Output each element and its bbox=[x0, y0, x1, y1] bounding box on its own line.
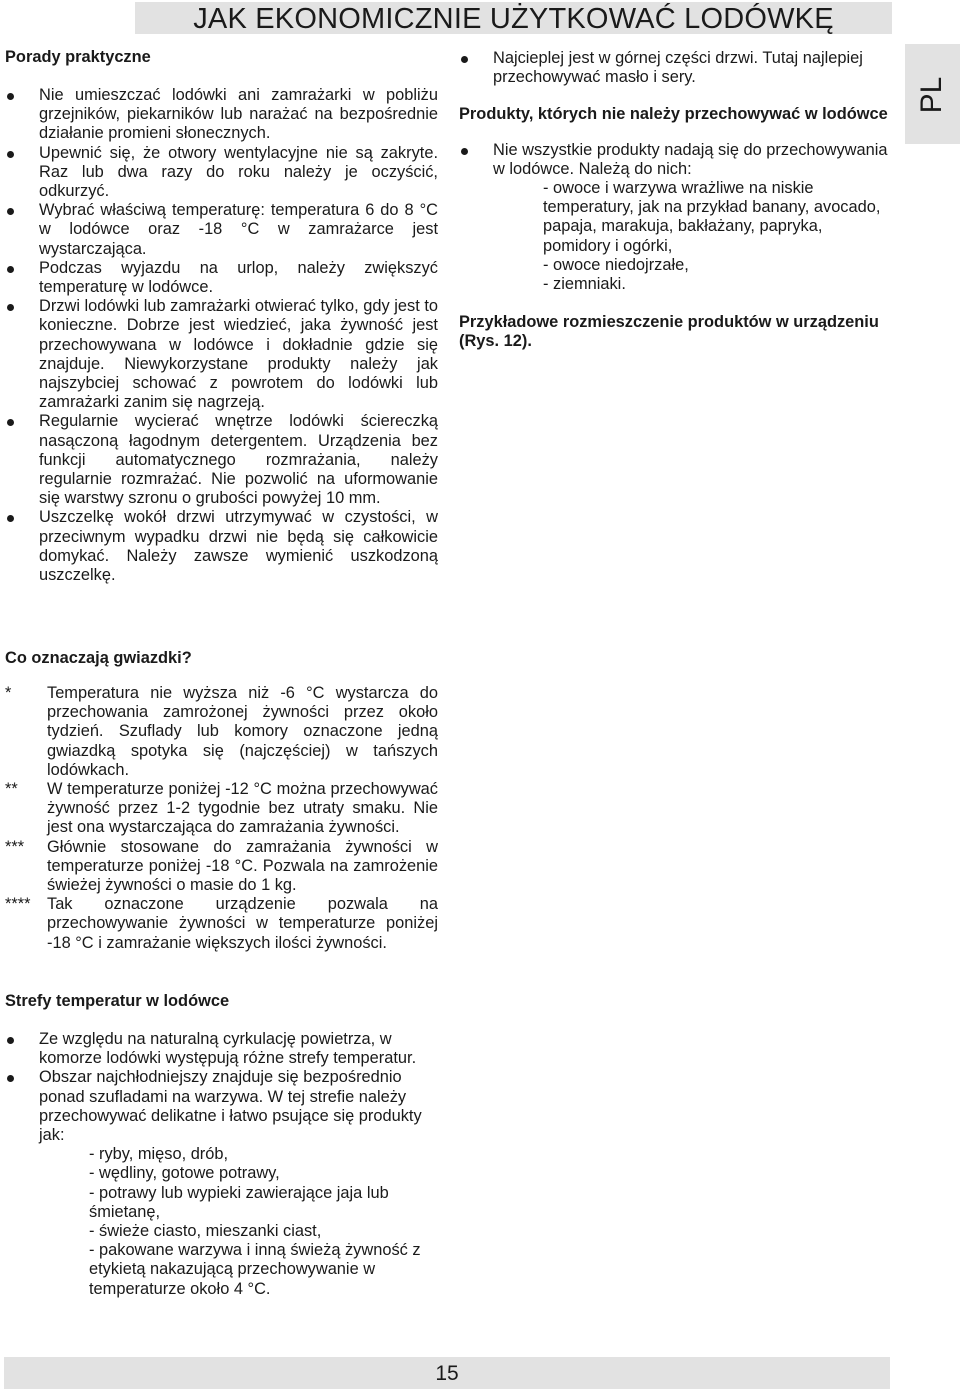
right-top-list bbox=[459, 49, 891, 87]
bullet-icon bbox=[7, 515, 14, 522]
sub-list-item: - wędliny, gotowe potrawy, bbox=[89, 1164, 280, 1183]
sub-list-item: - ryby, mięso, drób, bbox=[89, 1145, 229, 1164]
star-rating-text: Temperatura nie wyższa niż -6 °C wystarcza do przechowania zamrożonej żywności przez około tydzień. Szuflady lub komory oznaczone jedną gwiazdką spotyka się (najczęściej) w tańszych lodówkach. bbox=[47, 684, 438, 779]
bullet-icon bbox=[7, 419, 14, 426]
section-heading-not-stored: Produkty, których nie należy przechowywać w lodówce bbox=[459, 105, 888, 124]
star-marker: *** bbox=[5, 837, 25, 856]
star-rating-item bbox=[5, 895, 438, 953]
sub-list-item: - świeże ciasto, mieszanki ciast, bbox=[89, 1222, 322, 1241]
zones-list-container bbox=[5, 1030, 438, 1299]
sub-list-item: - owoce i warzywa wrażliwe na niskie temperatury, jak na przykład banany, avocado, papaja, marakuja, bakłażany, papryka, pomidory i ogórki, bbox=[543, 179, 881, 255]
list-item bbox=[5, 508, 438, 585]
stars-list-container bbox=[5, 684, 438, 953]
bullet-icon bbox=[7, 1037, 14, 1044]
star-rating-text: Głównie stosowane do zamrażania żywności w temperaturze poniżej -18 °C. Pozwala na zamrożenie świeżej żywności o masie do 1 kg. bbox=[47, 837, 438, 895]
star-rating-item bbox=[5, 838, 438, 896]
section-heading-tips: Porady praktyczne bbox=[5, 48, 151, 66]
list-item bbox=[5, 1068, 438, 1145]
list-item bbox=[5, 259, 438, 297]
tips-list-container bbox=[5, 86, 438, 585]
list-item-text: Upewnić się, że otwory wentylacyjne nie są zakryte. Raz lub dwa razy do roku należy je oczyścić, odkurzyć. bbox=[39, 143, 438, 201]
zones-list bbox=[5, 1030, 438, 1145]
list-item-text: Drzwi lodówki lub zamrażarki otwierać tylko, gdy jest to konieczne. Dobrze jest wiedzieć, jaka żywność jest przechowywana w lodówce i dokładnie gdzie się znajduje. Niewykorzystane produkty należy jak najszybciej schować z powrotem do lodówki lub zamrażarki zanim się nagrzeją. bbox=[39, 297, 438, 412]
right-column bbox=[459, 49, 891, 352]
bullet-icon bbox=[7, 1075, 14, 1082]
bullet-icon bbox=[7, 266, 14, 273]
star-marker: ** bbox=[5, 780, 18, 799]
bullet-icon bbox=[7, 93, 14, 100]
list-item bbox=[5, 1030, 438, 1068]
list-item bbox=[5, 297, 438, 412]
bullet-icon bbox=[461, 148, 468, 155]
star-rating-text: W temperaturze poniżej -12 °C można przechowywać żywność przez 1-2 tygodnie bez utraty smaku. Nie jest ona wystarczająca do zamrażania żywności. bbox=[47, 780, 438, 837]
list-item-text: Nie wszystkie produkty nadają się do przechowywania w lodówce. Należą do nich: bbox=[493, 140, 888, 178]
bullet-icon bbox=[7, 208, 14, 215]
tips-list bbox=[5, 86, 438, 585]
star-marker: * bbox=[5, 684, 12, 702]
list-item-text: Nie umieszczać lodówki ani zamrażarki w pobliżu grzejników, piekarników lub narażać na bezpośrednie działanie promieni słonecznych. bbox=[39, 86, 438, 143]
star-marker: **** bbox=[5, 895, 31, 914]
sub-list-item: - owoce niedojrzałe, bbox=[543, 255, 689, 274]
section-heading-example: Przykładowe rozmieszczenie produktów w urządzeniu (Rys. 12). bbox=[459, 313, 879, 351]
list-item-text: Uszczelkę wokół drzwi utrzymywać w czystości, w przeciwnym wypadku drzwi nie będą się całkowicie domykać. Należy zawsze wymienić uszkodzoną uszczelkę. bbox=[39, 508, 438, 585]
list-item bbox=[5, 86, 438, 144]
section-heading-stars: Co oznaczają gwiazdki? bbox=[5, 649, 192, 667]
section-heading-zones: Strefy temperatur w lodówce bbox=[5, 992, 230, 1010]
footer-bar bbox=[4, 1357, 890, 1389]
list-item bbox=[459, 141, 891, 179]
list-item bbox=[459, 49, 891, 87]
header-bar bbox=[135, 2, 892, 34]
bullet-icon bbox=[7, 151, 14, 158]
zones-sublist bbox=[5, 1145, 438, 1299]
list-item-text: Podczas wyjazdu na urlop, należy zwiększyć temperaturę w lodówce. bbox=[39, 258, 438, 297]
bullet-icon bbox=[461, 56, 468, 63]
list-item-text: Wybrać właściwą temperaturę: temperatura 6 do 8 °C w lodówce oraz -18 °C w zamrażarce jest wystarczająca. bbox=[39, 201, 438, 258]
page-title: JAK EKONOMICZNIE UŻYTKOWAĆ LODÓWKĘ bbox=[193, 3, 834, 35]
list-item bbox=[5, 201, 438, 259]
page-number: 15 bbox=[435, 1362, 459, 1385]
list-item-text: Regularnie wycierać wnętrze lodówki ściereczką nasączoną łagodnym detergentem. Urządzenia bez funkcji automatycznego rozmrażania, należy regularnie rozmrażać. Nie pozwolić na uformowanie się warstwy szronu o grubości powyżej 10 mm. bbox=[39, 412, 438, 508]
sub-list-item: - pakowane warzywa i inną świeżą żywność z etykietą nakazującą przechowywanie w temperaturze około 4 °C. bbox=[89, 1241, 421, 1298]
list-item bbox=[5, 144, 438, 202]
star-rating-text: Tak oznaczone urządzenie pozwala na przechowywanie żywności w temperaturze poniżej -18 °C i zamrażanie większych ilości żywności. bbox=[47, 895, 438, 952]
list-item-text: Ze względu na naturalną cyrkulację powietrza, w komorze lodówki występują różne strefy temperatur. bbox=[39, 1030, 417, 1068]
list-item-text: Obszar najchłodniejszy znajduje się bezpośrednio ponad szufladami na warzywa. W tej strefie należy przechowywać delikatne i łatwo psujące się produkty jak: bbox=[39, 1068, 422, 1145]
bullet-icon bbox=[7, 304, 14, 311]
sub-list-item: - ziemniaki. bbox=[543, 275, 626, 294]
sub-list-item: - potrawy lub wypieki zawierające jaja lub śmietanę, bbox=[89, 1183, 389, 1221]
list-item bbox=[5, 412, 438, 508]
stars-list bbox=[5, 684, 438, 953]
not-stored-list bbox=[459, 141, 891, 179]
language-label: PL bbox=[915, 76, 948, 114]
language-tab bbox=[905, 44, 960, 144]
not-stored-sublist bbox=[459, 179, 883, 294]
star-rating-item bbox=[5, 780, 438, 838]
list-item-text: Najcieplej jest w górnej części drzwi. Tutaj najlepiej przechowywać masło i sery. bbox=[493, 49, 863, 87]
star-rating-item bbox=[5, 684, 438, 780]
